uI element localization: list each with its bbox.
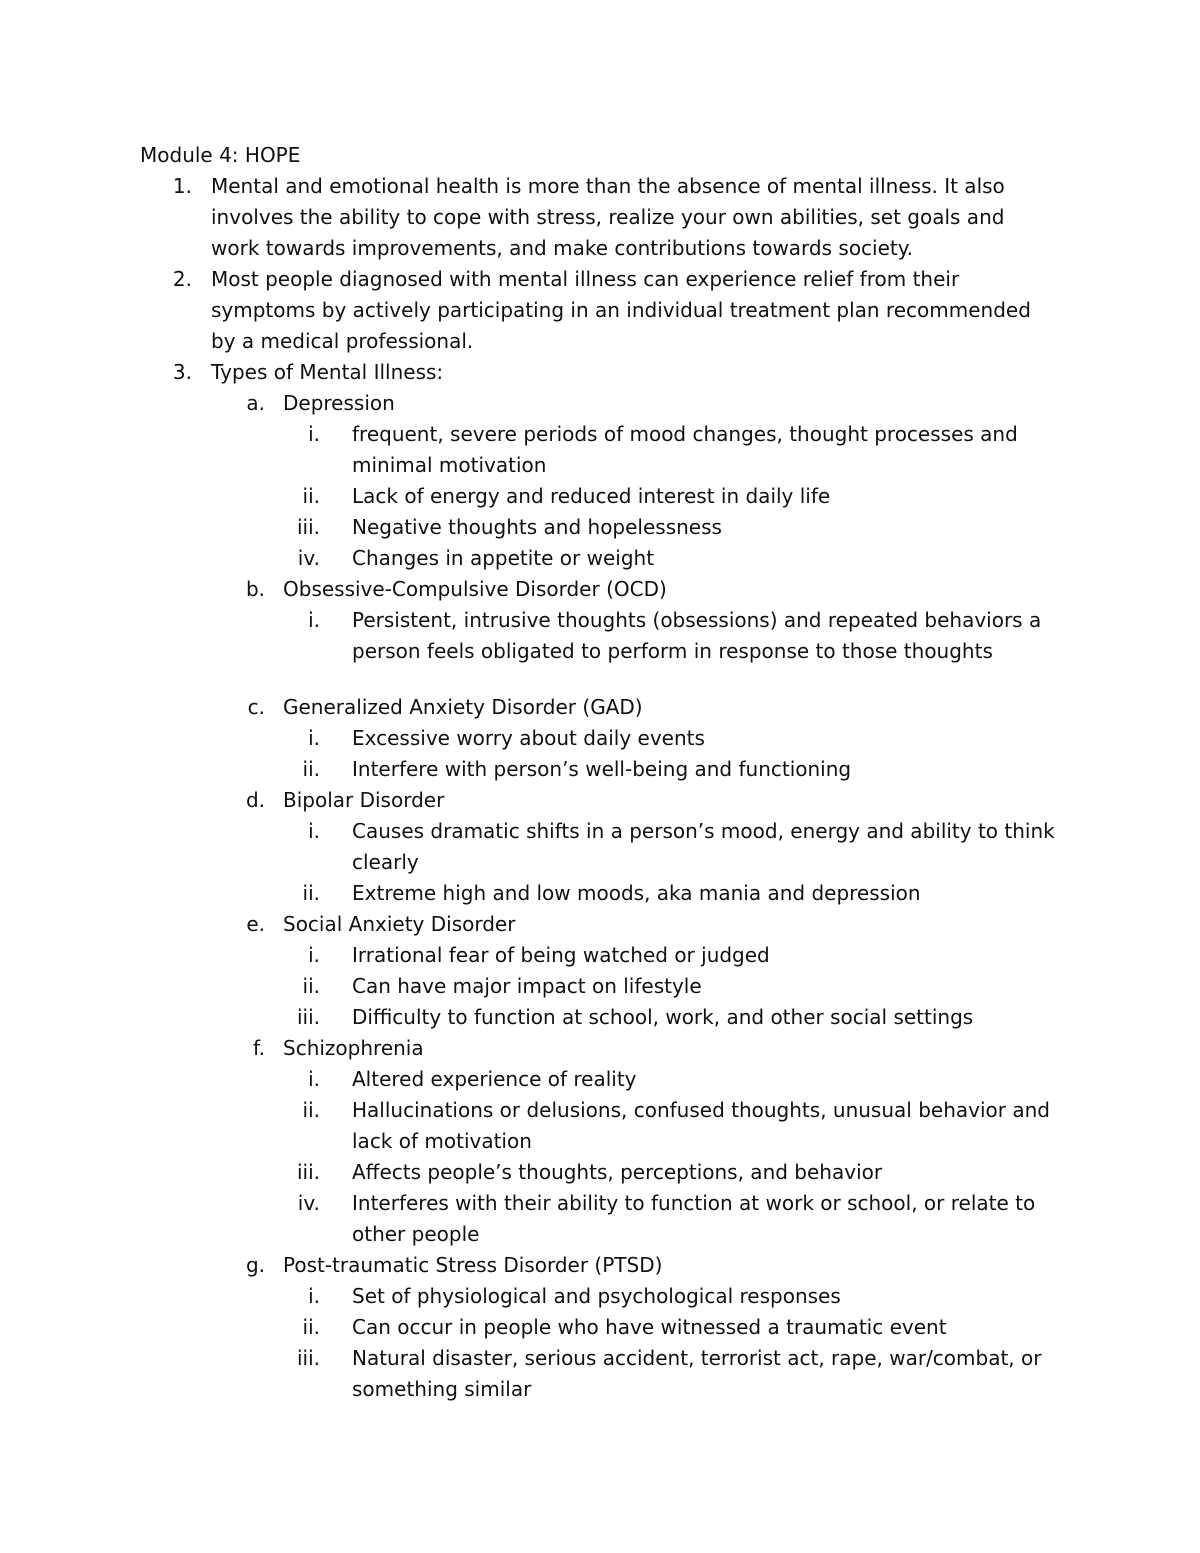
list-item-text: Schizophrenia [283,1036,424,1060]
list-marker: i. [308,726,320,750]
list-marker: i. [308,422,320,446]
list-marker: iii. [296,515,320,539]
list-item-text: Generalized Anxiety Disorder (GAD) [283,695,643,719]
list-item-text: Lack of energy and reduced interest in daily life [352,484,831,508]
list-item-text: Hallucinations or delusions, confused thoughts, unusual behavior and lack of motivation [352,1098,1050,1153]
list-marker: i. [308,819,320,843]
list-marker: iii. [296,1005,320,1029]
list-marker: iv. [297,1191,320,1215]
list-marker: b. [245,577,265,601]
list-marker: 2. [172,267,192,291]
list-marker: ii. [302,484,320,508]
list-marker: 3. [172,360,192,384]
list-item-text: Interfere with person’s well-being and functioning [352,757,852,781]
list-marker: i. [308,1067,320,1091]
list-item-text: Causes dramatic shifts in a person’s mood, energy and ability to think clearly [352,819,1055,874]
list-marker: i. [308,1284,320,1308]
list-item-text: Excessive worry about daily events [352,726,705,750]
list-marker: ii. [302,881,320,905]
list-marker: e. [246,912,265,936]
list-item-text: Social Anxiety Disorder [283,912,516,936]
list-item-text: Types of Mental Illness: [211,360,444,384]
list-marker: 1. [172,174,192,198]
list-item-text: Natural disaster, serious accident, terrorist act, rape, war/combat, or something similar [352,1346,1042,1401]
list-marker: i. [308,608,320,632]
list-item-text: Altered experience of reality [352,1067,637,1091]
list-item-text: Obsessive-Compulsive Disorder (OCD) [283,577,667,601]
list-item-text: Affects people’s thoughts, perceptions, and behavior [352,1160,883,1184]
list-item-text: Interferes with their ability to function at work or school, or relate to other people [352,1191,1036,1246]
list-item-text: Irrational fear of being watched or judged [352,943,770,967]
list-item-text: Negative thoughts and hopelessness [352,515,722,539]
list-marker: a. [246,391,265,415]
list-marker: ii. [302,974,320,998]
list-item-text: Can have major impact on lifestyle [352,974,702,998]
list-marker: iv. [297,546,320,570]
list-item-text: Extreme high and low moods, aka mania and depression [352,881,921,905]
list-marker: iii. [296,1346,320,1370]
list-item-text: Can occur in people who have witnessed a traumatic event [352,1315,947,1339]
list-item-text: frequent, severe periods of mood changes, thought processes and minimal motivation [352,422,1018,477]
page-title: Module 4: HOPE [140,143,301,167]
list-item-text: Set of physiological and psychological responses [352,1284,841,1308]
list-marker: d. [245,788,265,812]
list-marker: ii. [302,757,320,781]
list-marker: ii. [302,1315,320,1339]
list-item-text: Mental and emotional health is more than the absence of mental illness. It also involves the ability to cope with stress, realize your own abilities, set goals and work towards improvements, and make contributions towards society. [211,174,1005,260]
list-item-text: Depression [283,391,395,415]
list-marker: c. [247,695,265,719]
list-item-text: Post-traumatic Stress Disorder (PTSD) [283,1253,663,1277]
list-item-text: Persistent, intrusive thoughts (obsessions) and repeated behaviors a person feels obligated to perform in response to those thoughts [352,608,1042,663]
list-item-text: Difficulty to function at school, work, and other social settings [352,1005,974,1029]
list-item-text: Bipolar Disorder [283,788,445,812]
list-item-text: Most people diagnosed with mental illness can experience relief from their symptoms by actively participating in an individual treatment plan recommended by a medical professional. [211,267,1031,353]
list-marker: i. [308,943,320,967]
list-marker: ii. [302,1098,320,1122]
list-marker: g. [245,1253,265,1277]
list-marker: f. [253,1036,265,1060]
list-item-text: Changes in appetite or weight [352,546,655,570]
list-marker: iii. [296,1160,320,1184]
